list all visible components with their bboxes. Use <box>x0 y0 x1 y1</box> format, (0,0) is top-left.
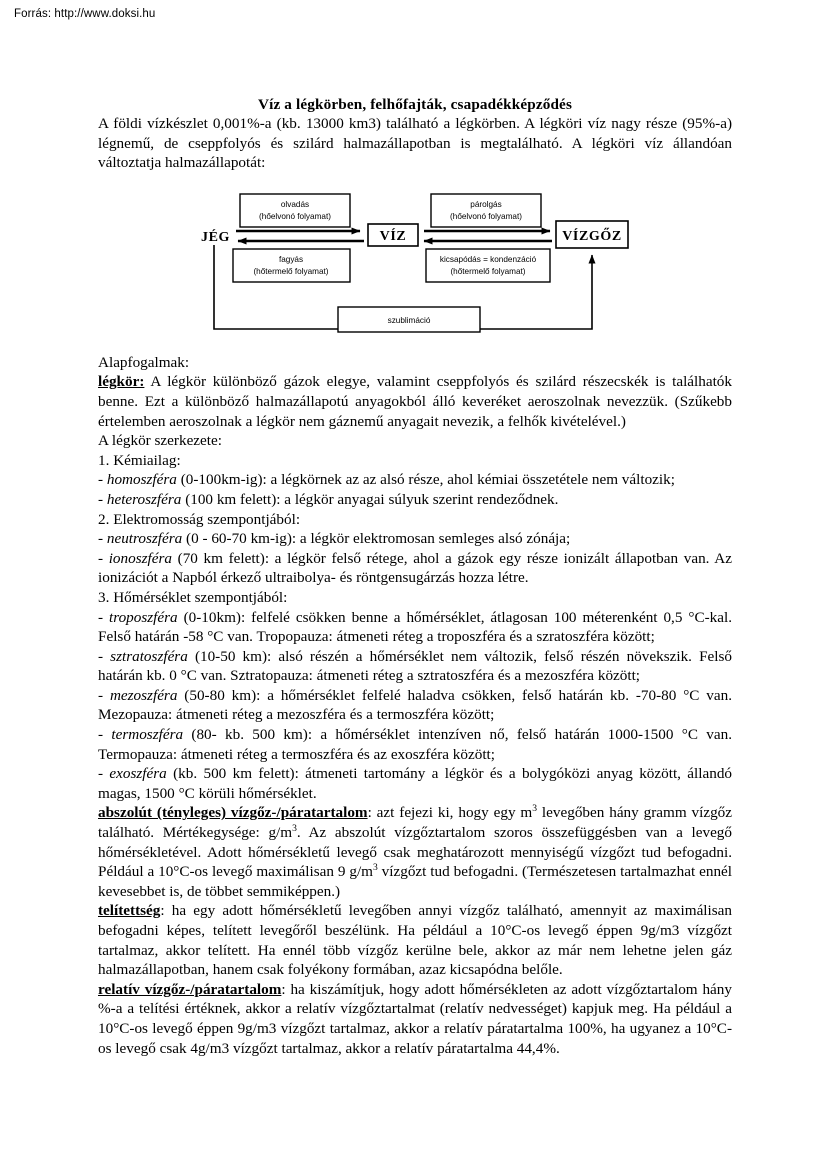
sublimation-label: szublimáció <box>387 315 431 325</box>
term-exoszfera: exoszféra <box>109 765 167 783</box>
condensation-label-line2: (hőtermelő folyamat) <box>450 266 526 276</box>
term-troposzfera: troposzféra <box>109 608 178 626</box>
term-legkor: légkör: <box>98 373 145 391</box>
intro-paragraph: A földi vízkészlet 0,001%-a (kb. 13000 km3) található a légkörben. A légköri víz nagy része (95%-a) légnemű, de cseppfolyós és szilárd halmazállapotban is megtalálható. A légköri víz állandóan változtatja halmazállapotát: <box>98 115 732 172</box>
basics-heading: Alapfogalmak: <box>98 353 190 371</box>
evaporation-label-line2: (hőelvonó folyamat) <box>450 211 522 221</box>
superscript-cubic-1: 3 <box>532 803 538 815</box>
paragraph-relativ-paratartalom <box>98 980 732 1058</box>
definition-telitettseg: : ha egy adott hőmérsékletű levegőben annyi vízgőz található, amennyit az maximálisan befogadni képes, telített levegőről beszélünk. Ha például a 10°C-os levegő éppen 9g/m3 vízgőzt tartalmaz, akkor telített. Ha ennél több vízgőz kerülne bele, akkor az már nem lehetne jelen gáz halmazállapotban, hanem csak folyékony formában, azaz kicsapódna belőle. <box>98 902 732 979</box>
freezing-label-line2: (hőtermelő folyamat) <box>253 266 329 276</box>
term-sztratoszfera: sztratoszféra <box>110 647 188 665</box>
process-box-freezing <box>233 249 350 282</box>
paragraph-heteroszfera: - heteroszféra (100 km felett): a légkör anyagai súlyuk szerint rendeződnek. <box>98 490 559 508</box>
term-relativ-paratartalom: relatív vízgőz-/páratartalom <box>98 980 282 998</box>
section-3-heading: 3. Hőmérséklet szempontjából: <box>98 588 288 606</box>
paragraph-ionoszfera: - ionoszféra (70 km felett): a légkör felső rétege, ahol a gázok egy része ionizált állapotban van. Az ionizációt a Napból érkező ultraibolya- és röntgensugárzás hozza létre. <box>98 549 732 587</box>
state-label-vapor: VÍZGŐZ <box>562 228 622 244</box>
superscript-cubic-3: 3 <box>372 862 378 874</box>
term-ionoszfera: ionoszféra <box>108 549 172 567</box>
definition-abszolut-c: . Az abszolút vízgőztartalom szoros összefüggésben van a levegő hőmérsékletével. Adott hőmérsékletű levegő csak meghatározott mennyiségű vízgőzt tud befogadni. Például a 10°C-os levegő maximálisan 9 g/m <box>98 824 732 881</box>
document-content <box>98 0 732 1058</box>
definition-legkor: A légkör különböző gázok elegye, valamint cseppfolyós és szilárd részecskék is találhatók benne. Ezt a különböző halmazállapotú anyagokból álló keveréket aeroszolnak nevezzük. (Szűkebb értelemben aeroszolnak a légkör nem gáznemű anyagait nevezik, a felhők kivételével.) <box>98 373 732 430</box>
definition-sztratoszfera: (10-50 km): alsó részén a hőmérséklet nem változik, felső részén növekszik. Felső határán kb. 0 °C van. Sztratopauza: átmeneti réteg a sztratoszféra és a mezoszféra között; <box>98 647 732 685</box>
process-box-evaporation <box>431 194 541 227</box>
superscript-cubic-2: 3 <box>292 822 297 834</box>
diagram-container <box>98 189 732 339</box>
term-abszolut-paratartalom: abszolút (tényleges) vízgőz-/páratartalom <box>98 804 368 822</box>
condensation-label-line1: kicsapódás = kondenzáció <box>439 254 537 264</box>
process-box-condensation <box>426 249 550 282</box>
definition-heteroszfera: (100 km felett): a légkör anyagai súlyuk szerint rendeződnek. <box>181 490 559 508</box>
process-box-melting <box>240 194 350 227</box>
paragraph-homoszfera: - homoszféra (0-100km-ig): a légkörnek az az alsó része, ahol kémiai összetétele nem változik; <box>98 471 675 489</box>
section-2-heading: 2. Elektromosság szempontjából: <box>98 510 301 528</box>
term-telitettseg: telítettség <box>98 902 161 920</box>
paragraph-termoszfera: - termoszféra (80- kb. 500 km): a hőmérséklet intenzíven nő, felső határán 1000-1500 °C van. Termopauza: átmeneti réteg a termoszféra és az exoszféra között; <box>98 726 733 763</box>
evaporation-label-line1: párolgás <box>470 199 502 209</box>
term-homoszfera: homoszféra <box>106 471 177 489</box>
definition-relativ-paratartalom: : ha kiszámítjuk, hogy adott hőmérsékleten az adott vízgőztartalom hány %-a a telítési értéknek, akkor a relatív vízgőztartalmat (relatív nedvességet) kapjuk meg. Ha például a 10°C-os levegő éppen 9g/m3 vízgőzt tartalmaz, akkor a relatív páratartalma 100%, ha ugyanez a 10°C-os levegő csak 4g/m3 vízgőzt tartalmaz, akkor a relatív páratartalma 44,4%. <box>98 980 732 1057</box>
definition-exoszfera: (kb. 500 km felett): átmeneti tartomány a légkör és a bolygóközi anyag között, állandó magas, 1500 °C körüli hőmérséklet. <box>98 765 733 802</box>
definition-homoszfera: (0-100km-ig): a légkörnek az az alsó része, ahol kémiai összetétele nem változik; <box>176 471 675 489</box>
paragraph-telitettseg <box>98 901 732 979</box>
state-label-water: VÍZ <box>379 228 407 244</box>
term-neutroszfera: neutroszféra <box>106 530 183 548</box>
definition-abszolut-a: : azt fejezi ki, hogy egy m <box>367 804 533 822</box>
definition-mezoszfera: (50-80 km): a hőmérséklet felfelé haladva csökken, felső határán kb. -70-80 °C van. Mezopauza: átmeneti réteg a mezoszféra és a termoszféra között; <box>98 686 732 724</box>
page-title: Víz a légkörben, felhőfajták, csapadékképződés <box>257 96 573 113</box>
paragraph-troposzfera: - troposzféra (0-10km): felfelé csökken benne a hőmérséklet, átlagosan 100 méterenként 0,5 °C-kal. Felső határán -58 °C van. Tropopauza: átmeneti réteg a troposzféra és a szratoszféra között; <box>98 608 733 646</box>
paragraph-legkor <box>98 372 732 431</box>
term-heteroszfera: heteroszféra <box>106 490 182 508</box>
definition-ionoszfera: (70 km felett): a légkör felső rétege, ahol a gázok egy része ionizált állapotban van. Az ionizációt a Napból érkező ultraibolya- és röntgensugárzás hozza létre. <box>98 549 732 587</box>
structure-heading: A légkör szerkezete: <box>98 432 222 450</box>
section-1-heading: 1. Kémiailag: <box>98 451 181 469</box>
definition-termoszfera: (80- kb. 500 km): a hőmérséklet intenzíven nő, felső határán 1000-1500 °C van. Termopauza: átmeneti réteg a termoszféra és az exoszféra között; <box>98 726 733 763</box>
paragraph-mezoszfera: - mezoszféra (50-80 km): a hőmérséklet felfelé haladva csökken, felső határán kb. -70-80 °C van. Mezopauza: átmeneti réteg a mezoszféra és a termoszféra között; <box>98 686 732 724</box>
melting-label-line2: (hőelvonó folyamat) <box>259 211 331 221</box>
definition-abszolut-d: vízgőzt tud befogadni. (Természetesen tartalmazhat ennél kevesebbet is, de többet semmiképpen.) <box>98 863 732 900</box>
state-label-ice: JÉG <box>201 229 231 245</box>
definition-neutroszfera: (0 - 60-70 km-ig): a légkör elektromosan semleges alsó zónája; <box>182 530 571 548</box>
definition-troposzfera: (0-10km): felfelé csökken benne a hőmérséklet, átlagosan 100 méterenként 0,5 °C-kal. Felső határán -58 °C van. Tropopauza: átmeneti réteg a troposzféra és a szratoszféra között; <box>98 608 733 646</box>
term-termoszfera: termoszféra <box>111 726 184 744</box>
melting-label-line1: olvadás <box>280 199 310 209</box>
term-mezoszfera: mezoszféra <box>109 686 178 704</box>
paragraph-exoszfera: - exoszféra (kb. 500 km felett): átmeneti tartomány a légkör és a bolygóközi anyag között, állandó magas, 1500 °C körüli hőmérséklet. <box>98 765 733 802</box>
paragraph-neutroszfera: - neutroszféra (0 - 60-70 km-ig): a légkör elektromosan semleges alsó zónája; <box>98 530 571 548</box>
freezing-label-line1: fagyás <box>278 254 304 264</box>
paragraph-sztratoszfera: - sztratoszféra (10-50 km): alsó részén a hőmérséklet nem változik, felső részén növekszik. Felső határán kb. 0 °C van. Sztratopauza: átmeneti réteg a sztratoszféra és a mezoszféra között; <box>98 647 732 685</box>
definition-abszolut-b: levegőben hány gramm vízgőz található. Mértékegysége: g/m <box>98 804 733 842</box>
source-url-banner: Forrás: http://www.doksi.hu <box>14 8 156 20</box>
paragraph-abszolut-paratartalom <box>98 803 732 901</box>
state-change-diagram <box>198 189 633 337</box>
